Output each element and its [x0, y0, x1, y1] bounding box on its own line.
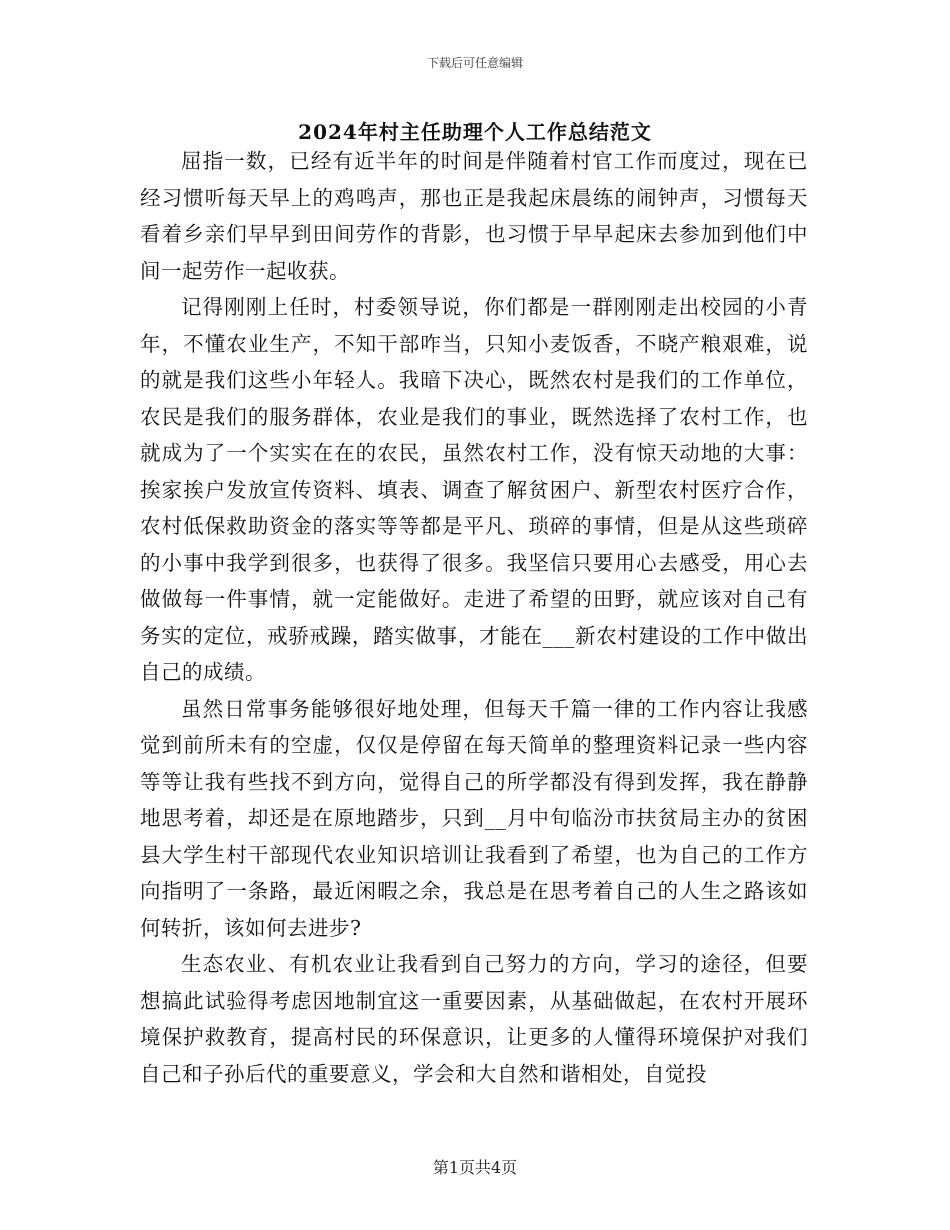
- page-number: 第1页共4页: [432, 1158, 518, 1177]
- document-title: 2024年村主任助理个人工作总结范文: [298, 120, 652, 144]
- paragraph: 屈指一数，已经有近半年的时间是伴随着村官工作而度过，现在已经习惯听每天早上的鸡鸣声，那也正是我起床晨练的闹钟声，习惯每天看着乡亲们早早到田间劳作的背影，也习惯于早早起床去参加到他们中间一起劳作一起收获。: [140, 149, 808, 283]
- header-note: 下载后可任意编辑: [426, 56, 523, 70]
- document-body: [140, 143, 808, 1092]
- paragraph: 虽然日常事务能够很好地处理，但每天千篇一律的工作内容让我感觉到前所未有的空虚，仅仅是停留在每天简单的整理资料记录一些内容等等让我有些找不到方向，觉得自己的所学都没有得到发挥，我在静静地思考着，却还是在原地踏步，只到__月中旬临汾市扶贫局主办的贫困县大学生村干部现代农业知识培训让我看到了希望，也为自己的工作方向指明了一条路，最近闲暇之余，我总是在思考着自己的人生之路该如何转折，该如何去进步?: [140, 696, 808, 940]
- paragraph: 记得刚刚上任时，村委领导说，你们都是一群刚刚走出校园的小青年，不懂农业生产，不知干部咋当，只知小麦饭香，不晓产粮艰难，说的就是我们这些小年轻人。我暗下决心，既然农村是我们的工作单位，农民是我们的服务群体，农业是我们的事业，既然选择了农村工作，也就成为了一个实实在在的农民，虽然农村工作，没有惊天动地的大事：挨家挨户发放宣传资料、填表、调查了解贫困户、新型农村医疗合作，农村低保救助资金的落实等等都是平凡、琐碎的事情，但是从这些琐碎的小事中我学到很多，也获得了很多。我坚信只要用心去感受，用心去做做每一件事情，就一定能做好。走进了希望的田野，就应该对自己有务实的定位，戒骄戒躁，踏实做事，才能在___新农村建设的工作中做出自己的成绩。: [140, 295, 808, 684]
- paragraph: 生态农业、有机农业让我看到自己努力的方向，学习的途径，但要想搞此试验得考虑因地制宜这一重要因素，从基础做起，在农村开展环境保护救教育，提高村民的环保意识，让更多的人懂得环境保护对我们自己和子孙后代的重要意义，学会和大自然和谐相处，自觉投: [140, 952, 808, 1086]
